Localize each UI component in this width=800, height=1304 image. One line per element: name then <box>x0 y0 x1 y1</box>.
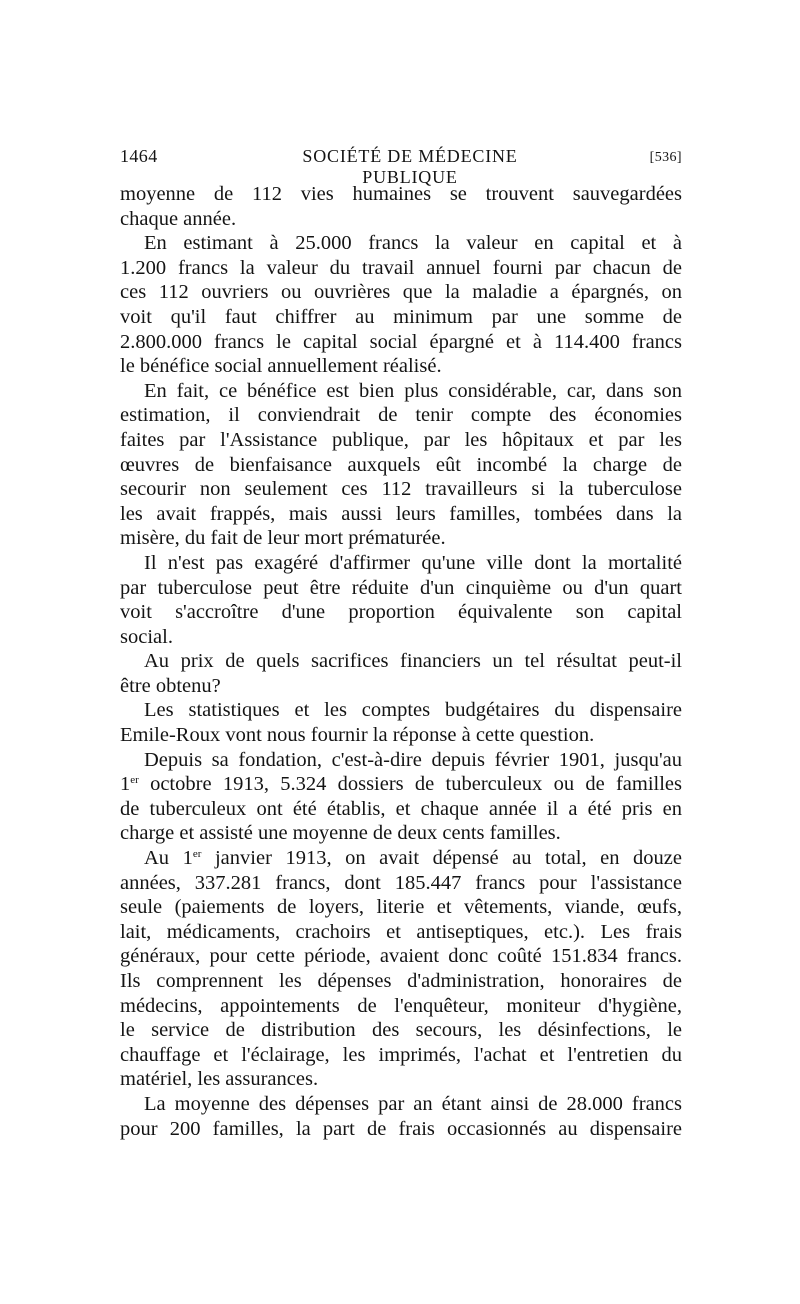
text-line: En fait, ce bénéfice est bien plus considérable, car, dans son <box>144 379 682 402</box>
text-line: faites par l'Assistance publique, par les hôpitaux et par les <box>120 428 682 451</box>
text-line: estimation, il conviendrait de tenir compte des économies <box>120 404 682 427</box>
page-header <box>120 146 682 187</box>
text-line <box>120 846 682 871</box>
text-line: La moyenne des dépenses par an étant ainsi de 28.000 francs <box>144 1092 682 1115</box>
text-line: généraux, pour cette période, avaient donc coûté 151.834 francs. <box>120 945 682 968</box>
ordinal-suffix: er <box>192 848 202 861</box>
text-line: Ils comprennent les dépenses d'administration, honoraires de <box>120 970 682 992</box>
text-line: Depuis sa fondation, c'est-à-dire depuis février 1901, jusqu'au <box>144 748 682 771</box>
text-line: En estimant à 25.000 francs la valeur en capital et à <box>144 232 682 255</box>
bracket-page-reference: [536] <box>649 150 682 165</box>
text-segment: Au <box>144 847 170 870</box>
text-line <box>120 772 682 797</box>
page-number: 1464 <box>120 146 158 166</box>
text-line: moyenne de 112 vies humaines se trouvent sauvegardées <box>120 183 682 205</box>
text-line: Les statistiques et les comptes budgétaires du dispensaire <box>144 699 682 722</box>
text-line: par tuberculose peut être réduite d'un cinquième ou d'un quart <box>120 576 682 599</box>
text-line: Il n'est pas exagéré d'affirmer qu'une ville dont la mortalité <box>144 551 682 574</box>
text-line: médecins, appointements de l'enquêteur, moniteur d'hygiène, <box>120 994 682 1017</box>
text-line: œuvres de bienfaisance auxquels eût incombé la charge de <box>120 453 682 476</box>
text-line: être obtenu? <box>120 674 221 697</box>
text-line: misère, du fait de leur mort prématurée. <box>120 527 446 550</box>
text-segment: octobre 1913, 5.324 dossiers de tuberculeux ou de familles <box>150 773 683 796</box>
text-line: seule (paiements de loyers, literie et vêtements, viande, œufs, <box>120 896 682 919</box>
text-segment: janvier 1913, on avait dépensé au total, en douze <box>214 847 683 870</box>
text-line: chaque année. <box>120 207 237 230</box>
text-line: matériel, les assurances. <box>120 1068 319 1091</box>
text-line: 1.200 francs la valeur du travail annuel fourni par chacun de <box>120 256 682 279</box>
text-line: les avait frappés, mais aussi leurs familles, tombées dans la <box>120 502 682 525</box>
day-number: 1 <box>120 773 131 796</box>
text-line: années, 337.281 francs, dont 185.447 francs pour l'assistance <box>120 871 682 894</box>
text-line: Emile-Roux vont nous fournir la réponse à cette question. <box>120 724 595 747</box>
running-title: SOCIÉTÉ DE MÉDECINE PUBLIQUE <box>302 146 518 187</box>
text-line: de tuberculeux ont été établis, et chaque année il a été pris en <box>120 797 682 820</box>
text-line: secourir non seulement ces 112 travailleurs si la tuberculose <box>120 478 682 501</box>
text-line: ces 112 ouvriers ou ouvrières que la maladie a épargnés, on <box>120 281 682 304</box>
text-line: le service de distribution des secours, les désinfections, le <box>120 1019 682 1042</box>
ordinal-suffix: er <box>130 774 139 787</box>
text-line: Au prix de quels sacrifices financiers un tel résultat peut-il <box>144 650 682 673</box>
text-line: chauffage et l'éclairage, les imprimés, l'achat et l'entretien du <box>120 1043 682 1066</box>
text-line: charge et assisté une moyenne de deux cents familles. <box>120 822 561 845</box>
text-line: voit s'accroître d'une proportion équivalente son capital <box>120 601 682 624</box>
text-line: voit qu'il faut chiffrer au minimum par une somme de <box>120 305 682 328</box>
text-line: lait, médicaments, crachoirs et antiseptiques, etc.). Les frais <box>120 920 682 943</box>
body-text <box>120 182 682 1141</box>
text-line: social. <box>120 625 173 648</box>
text-line: 2.800.000 francs le capital social épargné et à 114.400 francs <box>120 330 682 353</box>
text-line: le bénéfice social annuellement réalisé. <box>120 355 442 378</box>
day-number: 1 <box>182 847 193 870</box>
text-line: pour 200 familles, la part de frais occasionnés au dispensaire <box>120 1117 682 1140</box>
